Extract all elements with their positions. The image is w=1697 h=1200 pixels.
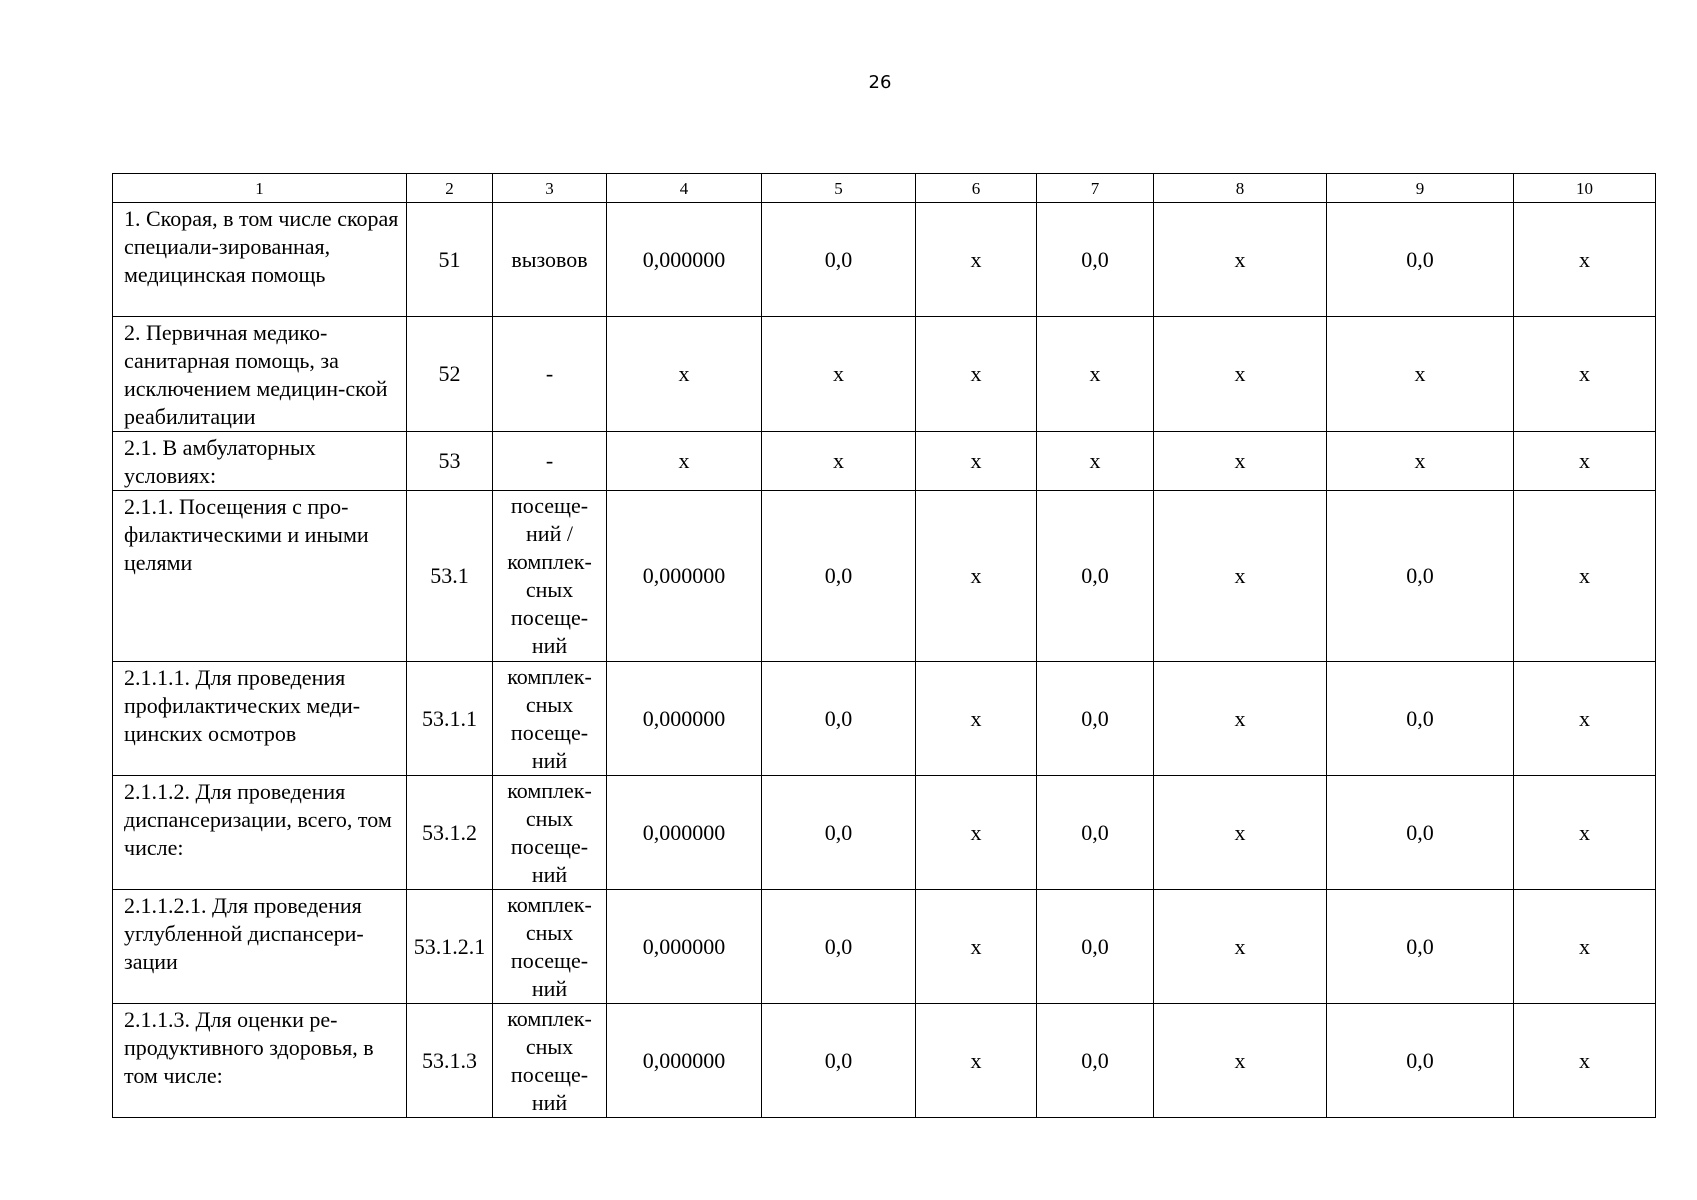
table-row [113, 432, 1656, 491]
row-value-cell-9: 0,0 [1327, 890, 1514, 1004]
row-value-cell-7: 0,0 [1037, 776, 1154, 890]
header-cell-7: 7 [1037, 174, 1154, 203]
row-name-cell: 2.1.1.1. Для проведения профилактических меди-цинских осмотров [113, 662, 407, 776]
row-code-cell: 53 [407, 432, 493, 491]
row-value-cell-8: х [1154, 890, 1327, 1004]
table-row [113, 1004, 1656, 1118]
row-value-cell-6: х [916, 203, 1037, 317]
row-value-cell-10: х [1514, 662, 1656, 776]
row-value-cell-7: х [1037, 317, 1154, 432]
row-value-cell-10: х [1514, 317, 1656, 432]
row-value-cell-5: 0,0 [762, 776, 916, 890]
row-value-cell-5: 0,0 [762, 491, 916, 662]
row-code-cell: 53.1.2 [407, 776, 493, 890]
header-cell-2: 2 [407, 174, 493, 203]
row-value-cell-9: 0,0 [1327, 1004, 1514, 1118]
row-value-cell-6: х [916, 432, 1037, 491]
row-value-cell-6: х [916, 317, 1037, 432]
table-row [113, 776, 1656, 890]
row-value-cell-4: 0,000000 [607, 890, 762, 1004]
row-value-cell-4: 0,000000 [607, 776, 762, 890]
row-name-cell: 1. Скорая, в том числе скорая специали-зированная, медицинская помощь [113, 203, 407, 317]
row-value-cell-10: х [1514, 1004, 1656, 1118]
row-name-cell: 2. Первичная медико-санитарная помощь, за исключением медицин-ской реабилитации [113, 317, 407, 432]
row-value-cell-8: х [1154, 203, 1327, 317]
row-name-cell: 2.1.1.2. Для проведения диспансеризации, всего, том числе: [113, 776, 407, 890]
header-cell-9: 9 [1327, 174, 1514, 203]
row-value-cell-10: х [1514, 432, 1656, 491]
table-body [113, 203, 1656, 1118]
row-value-cell-10: х [1514, 203, 1656, 317]
row-name-cell: 2.1. В амбулаторных условиях: [113, 432, 407, 491]
header-cell-8: 8 [1154, 174, 1327, 203]
row-value-cell-6: х [916, 1004, 1037, 1118]
row-value-cell-10: х [1514, 491, 1656, 662]
header-cell-10: 10 [1514, 174, 1656, 203]
row-value-cell-7: 0,0 [1037, 1004, 1154, 1118]
row-code-cell: 53.1 [407, 491, 493, 662]
row-value-cell-7: 0,0 [1037, 890, 1154, 1004]
table-row [113, 491, 1656, 662]
row-value-cell-5: 0,0 [762, 1004, 916, 1118]
header-cell-3: 3 [493, 174, 607, 203]
row-value-cell-8: х [1154, 662, 1327, 776]
table-header [113, 174, 1656, 203]
row-value-cell-5: 0,0 [762, 662, 916, 776]
page-number: 26 [868, 72, 892, 93]
row-value-cell-9: 0,0 [1327, 203, 1514, 317]
row-value-cell-8: х [1154, 1004, 1327, 1118]
row-unit-cell: - [493, 432, 607, 491]
row-value-cell-10: х [1514, 890, 1656, 1004]
row-code-cell: 53.1.3 [407, 1004, 493, 1118]
row-value-cell-5: 0,0 [762, 203, 916, 317]
header-cell-6: 6 [916, 174, 1037, 203]
row-unit-cell: посеще-ний / комплек-сных посеще-ний [493, 491, 607, 662]
row-code-cell: 53.1.1 [407, 662, 493, 776]
table-row [113, 317, 1656, 432]
row-value-cell-9: 0,0 [1327, 491, 1514, 662]
row-value-cell-4: 0,000000 [607, 491, 762, 662]
row-value-cell-5: х [762, 317, 916, 432]
row-code-cell: 52 [407, 317, 493, 432]
row-value-cell-8: х [1154, 491, 1327, 662]
row-value-cell-6: х [916, 662, 1037, 776]
table-row [113, 662, 1656, 776]
row-value-cell-6: х [916, 491, 1037, 662]
row-unit-cell: комплек-сных посеще-ний [493, 890, 607, 1004]
row-name-cell: 2.1.1.3. Для оценки ре-продуктивного здоровья, в том числе: [113, 1004, 407, 1118]
row-name-cell: 2.1.1. Посещения с про-филактическими и иными целями [113, 491, 407, 662]
header-cell-5: 5 [762, 174, 916, 203]
row-value-cell-9: х [1327, 317, 1514, 432]
row-value-cell-6: х [916, 890, 1037, 1004]
row-unit-cell: комплек-сных посеще-ний [493, 776, 607, 890]
row-code-cell: 53.1.2.1 [407, 890, 493, 1004]
row-value-cell-4: 0,000000 [607, 662, 762, 776]
header-row [113, 174, 1656, 203]
row-value-cell-9: 0,0 [1327, 776, 1514, 890]
header-cell-4: 4 [607, 174, 762, 203]
row-value-cell-9: 0,0 [1327, 662, 1514, 776]
row-unit-cell: комплек-сных посеще-ний [493, 662, 607, 776]
row-value-cell-8: х [1154, 776, 1327, 890]
row-unit-cell: вызовов [493, 203, 607, 317]
row-value-cell-8: х [1154, 432, 1327, 491]
row-value-cell-7: х [1037, 432, 1154, 491]
row-value-cell-8: х [1154, 317, 1327, 432]
row-unit-cell: - [493, 317, 607, 432]
row-value-cell-7: 0,0 [1037, 203, 1154, 317]
row-value-cell-6: х [916, 776, 1037, 890]
row-value-cell-4: х [607, 432, 762, 491]
row-name-cell: 2.1.1.2.1. Для проведения углубленной диспансери-зации [113, 890, 407, 1004]
row-code-cell: 51 [407, 203, 493, 317]
row-value-cell-10: х [1514, 776, 1656, 890]
table-row [113, 890, 1656, 1004]
row-value-cell-5: х [762, 432, 916, 491]
row-value-cell-4: 0,000000 [607, 203, 762, 317]
header-cell-1: 1 [113, 174, 407, 203]
row-value-cell-7: 0,0 [1037, 491, 1154, 662]
table-row [113, 203, 1656, 317]
data-table [112, 173, 1656, 1118]
row-value-cell-5: 0,0 [762, 890, 916, 1004]
row-value-cell-9: х [1327, 432, 1514, 491]
row-value-cell-7: 0,0 [1037, 662, 1154, 776]
row-value-cell-4: 0,000000 [607, 1004, 762, 1118]
row-unit-cell: комплек-сных посеще-ний [493, 1004, 607, 1118]
row-value-cell-4: х [607, 317, 762, 432]
